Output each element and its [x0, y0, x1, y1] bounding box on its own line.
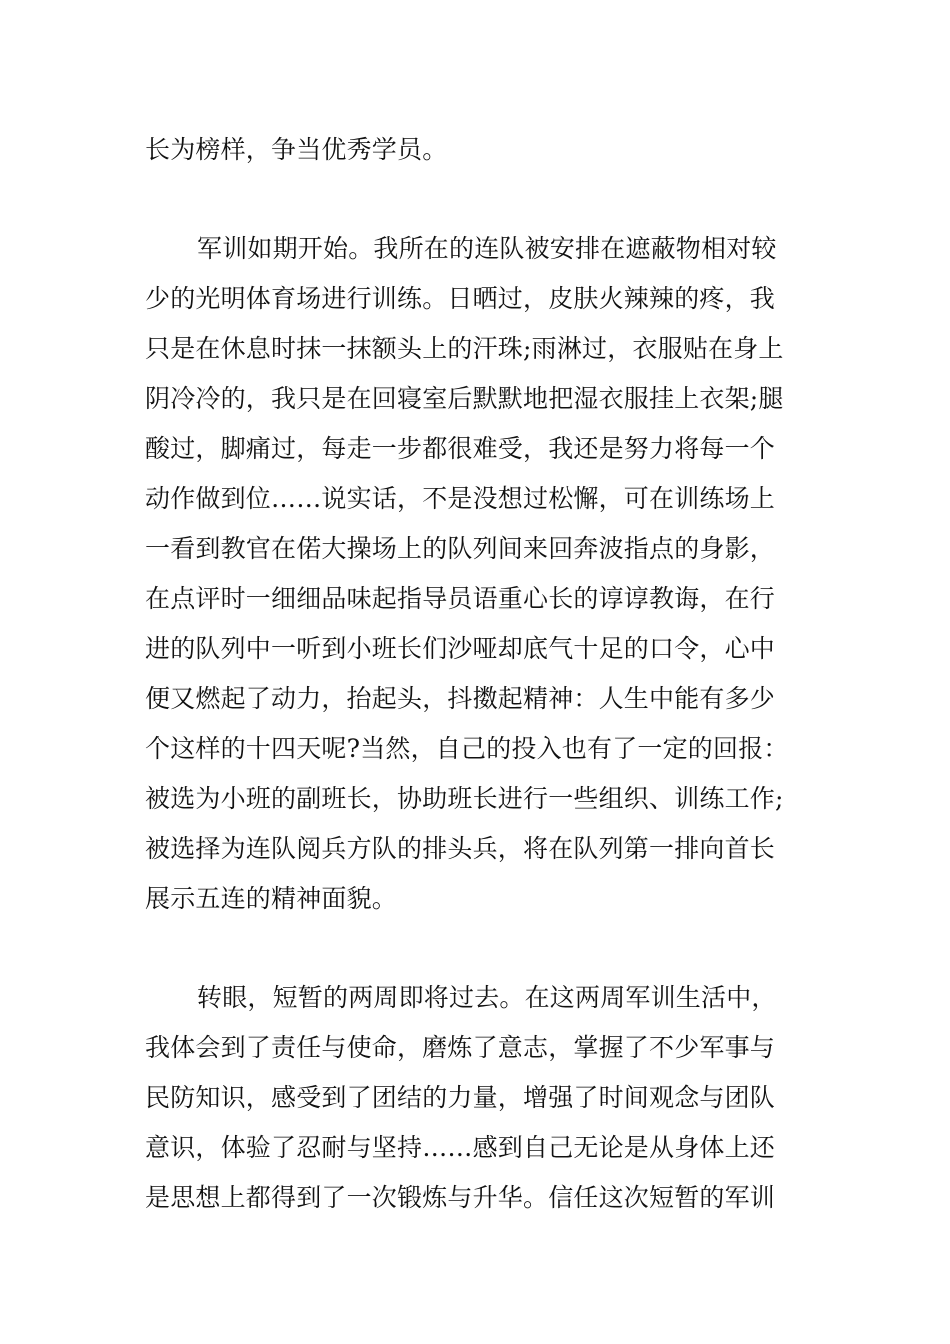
text-line: 民防知识，感受到了团结的力量，增强了时间观念与团队 — [145, 1083, 776, 1112]
text-line: 酸过，脚痛过，每走一步都很难受，我还是努力将每一个 — [145, 434, 776, 463]
text-line: 军训如期开始。我所在的连队被安排在遮蔽物相对较 — [197, 234, 777, 263]
text-line: 少的光明体育场进行训练。日晒过，皮肤火辣辣的疼，我 — [145, 284, 776, 313]
text-line: 进的队列中一听到小班长们沙哑却底气十足的口令，心中 — [145, 634, 776, 663]
text-line: 我体会到了责任与使命，磨炼了意志，掌握了不少军事与 — [145, 1033, 776, 1062]
text-line: 意识，体验了忍耐与坚持……感到自己无论是从身体上还 — [145, 1133, 776, 1162]
text-line: 是思想上都得到了一次锻炼与升华。信任这次短暂的军训 — [145, 1183, 776, 1212]
text-line: 个这样的十四天呢?当然，自己的投入也有了一定的回报： — [145, 734, 789, 763]
text-line: 在点评时一细细品味起指导员语重心长的谆谆教诲，在行 — [145, 584, 776, 613]
text-line: 长为榜样，争当优秀学员。 — [145, 135, 448, 164]
text-line: 只是在休息时抹一抹额头上的汗珠;雨淋过，衣服贴在身上 — [145, 334, 784, 363]
text-line: 一看到教官在偌大操场上的队列间来回奔波指点的身影， — [145, 534, 776, 563]
text-line: 展示五连的精神面貌。 — [145, 884, 398, 913]
text-line: 被选为小班的副班长，协助班长进行一些组织、训练工作; — [145, 784, 784, 813]
text-line: 转眼，短暂的两周即将过去。在这两周军训生活中， — [197, 983, 777, 1012]
text-line: 阴冷冷的，我只是在回寝室后默默地把湿衣服挂上衣架;腿 — [145, 384, 784, 413]
text-line: 动作做到位……说实话，不是没想过松懈，可在训练场上 — [145, 484, 776, 513]
text-line: 被选择为连队阅兵方队的排头兵，将在队列第一排向首长 — [145, 834, 776, 863]
text-line: 便又燃起了动力，抬起头，抖擞起精神：人生中能有多少 — [145, 684, 776, 713]
